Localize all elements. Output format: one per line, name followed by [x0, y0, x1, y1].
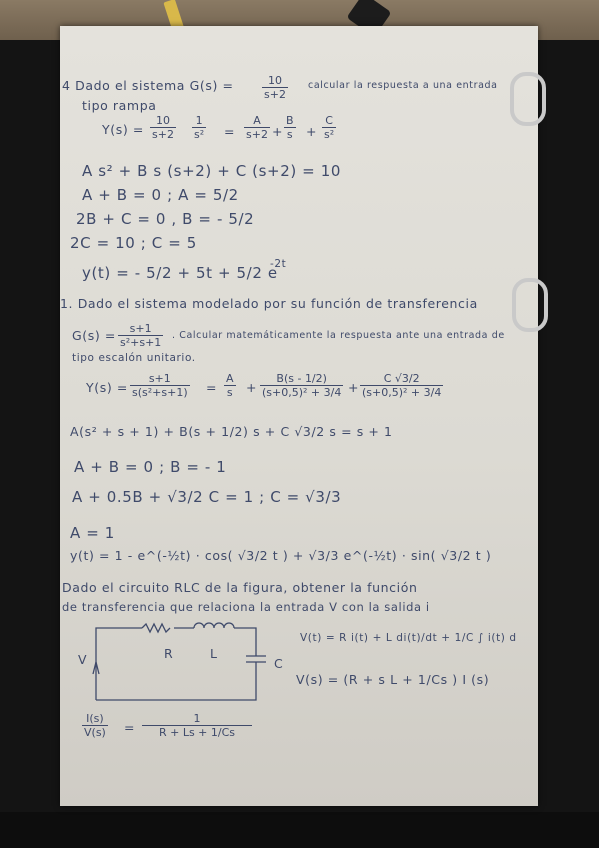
- p4-ys-frac1-num: 10: [155, 114, 170, 127]
- p1-pf-a-num: A: [226, 372, 234, 385]
- p1-intro2: tipo escalón unitario.: [72, 352, 196, 364]
- p4-intro-end: calcular la respuesta a una entrada: [308, 80, 498, 91]
- p4-ys-eq: =: [224, 124, 236, 139]
- circuit-wires: [93, 623, 266, 700]
- p1-eq-sign: =: [206, 380, 218, 395]
- p4-pf-c-num: C: [325, 114, 333, 127]
- rlc-tf-num: 1: [193, 712, 201, 725]
- dark-surface: [0, 812, 599, 848]
- binder-ring-bottom: [512, 278, 548, 332]
- p1-ys-den: s(s²+s+1): [132, 386, 188, 399]
- rlc-tf-den: R + Ls + 1/Cs: [142, 725, 252, 739]
- p4-eq2: A + B = 0 ; A = 5/2: [82, 186, 239, 204]
- rlc-eq-s: V(s) = (R + s L + 1/Cs ) I (s): [296, 672, 490, 687]
- rlc-label-c: C: [274, 656, 284, 671]
- p1-pf-c-den: (s+0,5)² + 3/4: [362, 386, 442, 399]
- p1-pf-b: [260, 372, 343, 399]
- rlc-tf-lhs-num: I(s): [86, 712, 104, 725]
- p4-eq4: 2C = 10 ; C = 5: [70, 234, 197, 252]
- p4-g-fraction: [262, 74, 288, 101]
- p1-plus2: +: [348, 380, 360, 395]
- capacitor-symbol: [246, 656, 266, 662]
- p1-pf-a: [224, 372, 236, 399]
- p4-eq3: 2B + C = 0 , B = - 5/2: [76, 210, 255, 228]
- p4-intro2: tipo rampa: [82, 98, 157, 113]
- p4-pf-b: [284, 114, 296, 141]
- p4-pf-a: [244, 114, 270, 141]
- p1-pf-b-num: B(s - 1/2): [276, 372, 327, 385]
- p4-g-num: 10: [267, 74, 282, 87]
- rlc-label-v: V: [78, 652, 88, 667]
- p4-g-den: s+2: [264, 88, 286, 101]
- p1-g-num: s+1: [129, 322, 152, 335]
- binder-ring-top: [510, 72, 546, 126]
- p4-ys-frac1: [150, 114, 176, 141]
- p1-ys-fraction: [130, 372, 190, 399]
- p4-ys-lhs: Y(s) =: [102, 122, 144, 137]
- p1-plus1: +: [246, 380, 258, 395]
- p1-pf-c: [360, 372, 443, 399]
- p1-pf-b-den: (s+0,5)² + 3/4: [262, 386, 342, 399]
- p1-ys-lhs: Y(s) =: [86, 380, 128, 395]
- rlc-circuit-diagram: [90, 622, 300, 712]
- p4-intro: 4 Dado el sistema G(s) =: [62, 78, 234, 93]
- p4-ys-frac2: [192, 114, 206, 141]
- p1-g-lhs: G(s) =: [72, 328, 116, 343]
- p1-eq4: A = 1: [70, 524, 115, 542]
- p4-yt: y(t) = - 5/2 + 5t + 5/2 e: [82, 264, 278, 282]
- p4-pf-b-num: B: [286, 114, 294, 127]
- rlc-tf-lhs-den: V(s): [84, 726, 106, 739]
- p4-pf-b-den: s: [284, 127, 296, 141]
- p1-intro: 1. Dado el sistema modelado por su función de transferencia: [60, 296, 478, 311]
- p4-pf-a-den: s+2: [246, 128, 268, 141]
- rlc-tf-lhs: [82, 712, 108, 739]
- p1-ys-num: s+1: [148, 372, 171, 385]
- p4-ys-frac2-num: 1: [195, 114, 203, 127]
- p4-pf-c: [322, 114, 336, 141]
- resistor-symbol: [142, 624, 170, 632]
- p1-intro-end: . Calcular matemáticamente la respuesta ante una entrada de: [172, 330, 505, 341]
- p4-plus2: +: [306, 124, 318, 139]
- p4-pf-a-num: A: [253, 114, 261, 127]
- p4-ys-frac1-den: s+2: [152, 128, 174, 141]
- rlc-eq-time: V(t) = R i(t) + L di(t)/dt + 1/C ∫ i(t) d: [300, 632, 517, 644]
- p4-plus1: +: [272, 124, 284, 139]
- rlc-intro: Dado el circuito RLC de la figura, obtener la función: [62, 580, 418, 595]
- p4-pf-c-den: s²: [324, 128, 335, 141]
- p1-g-fraction: [118, 322, 163, 349]
- rlc-tf-rhs: [142, 712, 252, 739]
- p1-g-den: s²+s+1: [120, 336, 162, 349]
- p1-pf-a-den: s: [224, 385, 236, 399]
- rlc-tf-eq: =: [124, 720, 136, 735]
- p1-eq3: A + 0.5B + √3/2 C = 1 ; C = √3/3: [72, 488, 342, 506]
- inductor-symbol: [194, 623, 234, 628]
- rlc-label-r: R: [164, 646, 174, 661]
- p4-ys-frac2-den: s²: [194, 128, 205, 141]
- p1-eq2: A + B = 0 ; B = - 1: [74, 458, 227, 476]
- p4-eq1: A s² + B s (s+2) + C (s+2) = 10: [82, 162, 342, 180]
- rlc-label-l: L: [210, 646, 218, 661]
- notebook-page: [60, 26, 538, 806]
- p1-eq1: A(s² + s + 1) + B(s + 1/2) s + C √3/2 s = s + 1: [70, 424, 393, 439]
- rlc-intro2: de transferencia que relaciona la entrada V con la salida i: [62, 600, 430, 614]
- p1-pf-c-num: C √3/2: [383, 372, 420, 385]
- p4-yt-exp: -2t: [270, 258, 287, 270]
- p1-yt: y(t) = 1 - e^(-½t) · cos( √3/2 t ) + √3/3 e^(-½t) · sin( √3/2 t ): [70, 548, 492, 563]
